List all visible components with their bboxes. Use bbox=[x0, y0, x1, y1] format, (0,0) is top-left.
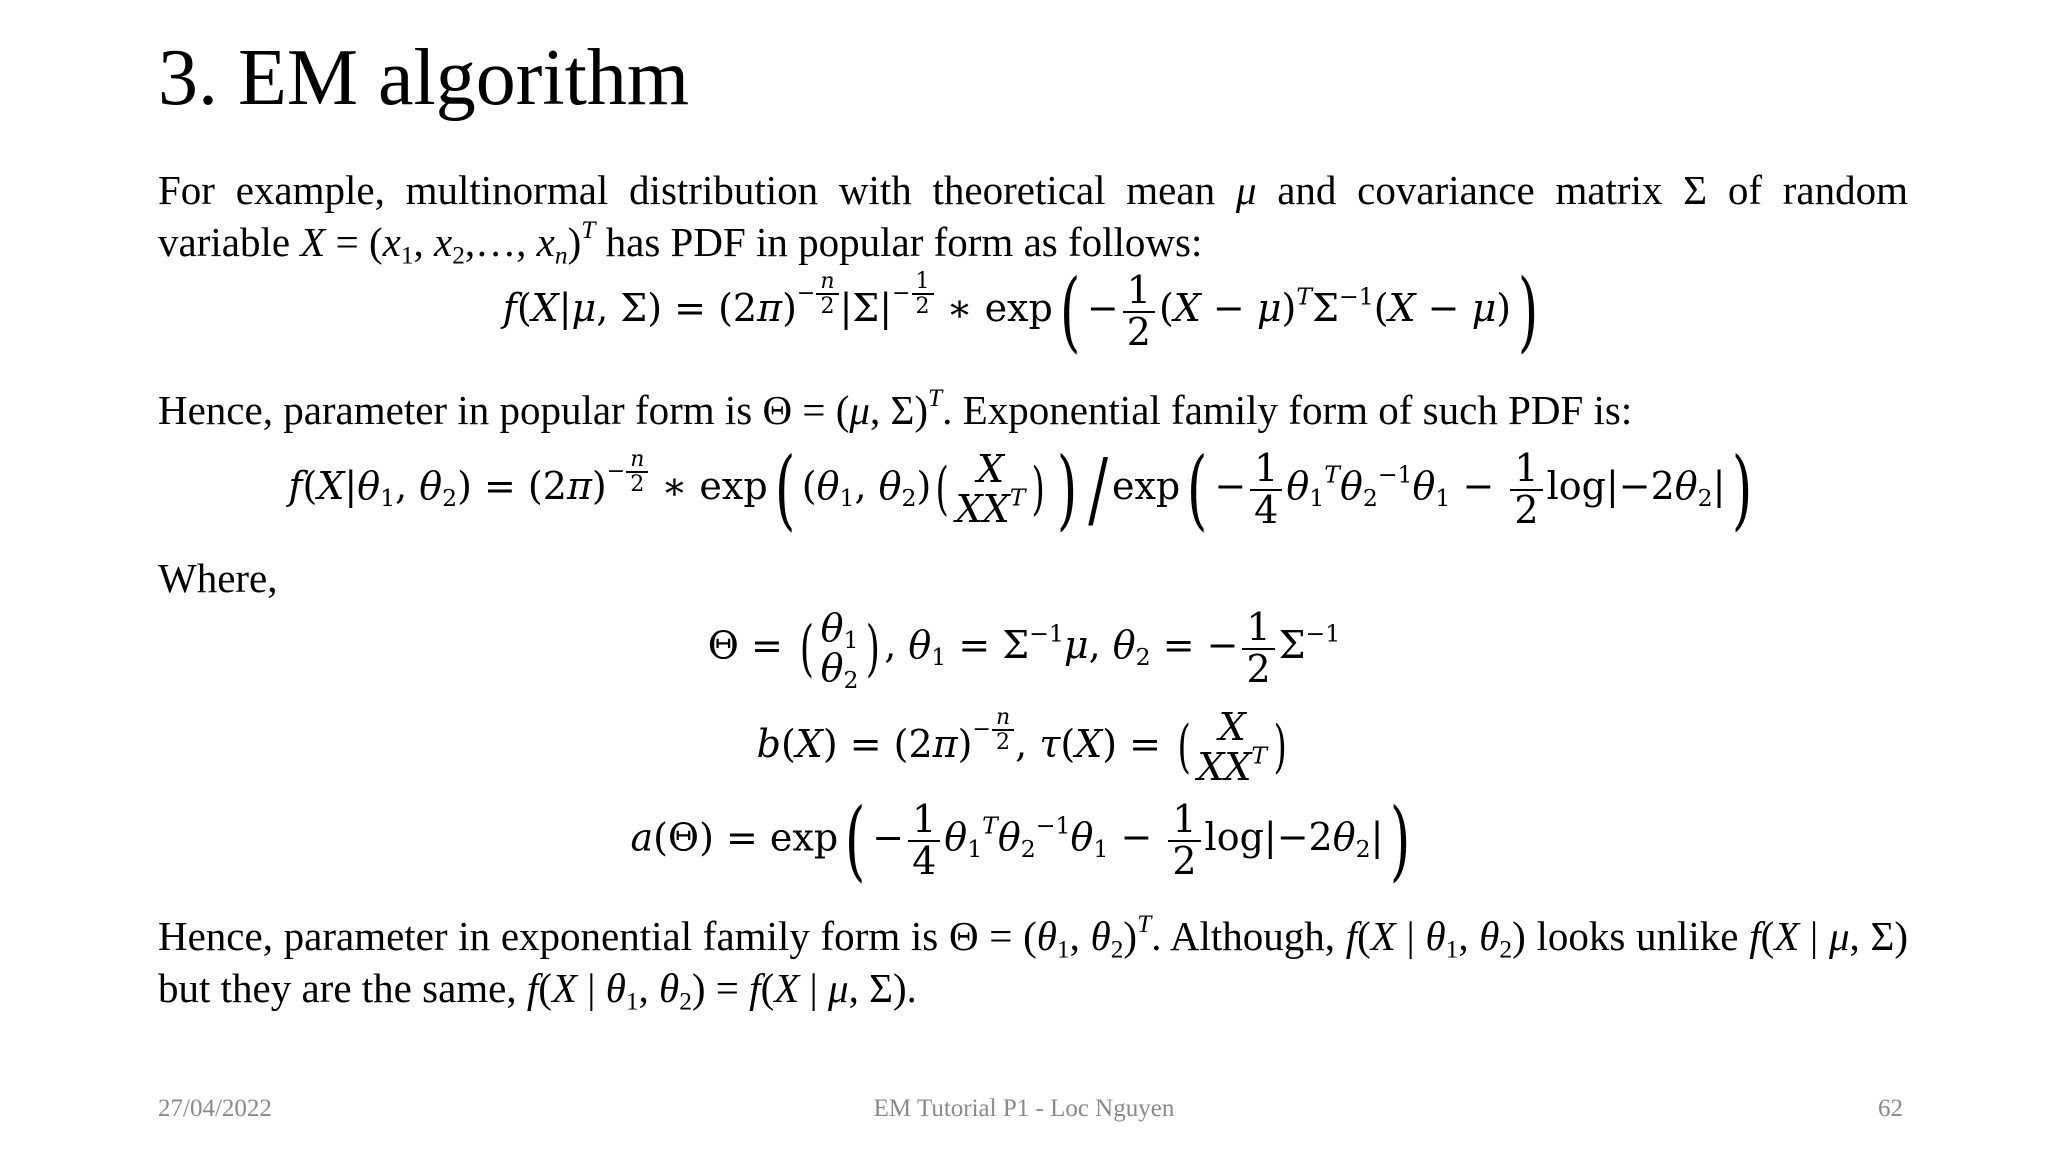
text-segment: ) bbox=[567, 219, 582, 265]
subscript: 2 bbox=[679, 987, 692, 1016]
math-symbol: f bbox=[749, 965, 761, 1011]
text-segment: ,…, bbox=[464, 219, 537, 265]
text-segment: | bbox=[1395, 913, 1426, 959]
text-segment: = ( bbox=[325, 219, 383, 265]
text-segment: Hence, parameter in exponential family form is Θ = ( bbox=[158, 913, 1037, 959]
subscript: 1 bbox=[1445, 935, 1459, 964]
exponent-neg-n-over-2: − $\frac{n}{2}$ bbox=[797, 270, 840, 318]
text-segment: , Σ) bbox=[870, 387, 929, 433]
slide-title: 3. EM algorithm bbox=[158, 34, 690, 122]
text-segment: , bbox=[638, 965, 660, 1011]
math-symbol: f bbox=[526, 965, 539, 1011]
equation-popular-pdf: f(X|μ, Σ) = (2π)− $\frac{n}{2}$ |Σ|− $\frac{1}{2}$ ∗ exp( − $\frac{1}{2}$ $(X - \mu)^T\Sigma^{-1}(X - \mu)$) bbox=[502, 259, 1539, 362]
text-segment: | bbox=[576, 965, 606, 1011]
math-symbol: x bbox=[536, 219, 555, 265]
text-segment: , bbox=[1069, 913, 1091, 959]
text-segment: , bbox=[413, 219, 435, 265]
exponent-neg-n-over-2: − $\frac{n}{2}$ bbox=[607, 448, 650, 496]
text-segment: ( bbox=[1357, 913, 1371, 959]
math-symbol: f bbox=[1345, 913, 1358, 959]
subscript: n bbox=[554, 241, 568, 270]
text-segment: For example, multinormal distribution with theoretical mean bbox=[158, 167, 1236, 213]
math-symbol: X bbox=[1370, 913, 1396, 959]
subscript: 2 bbox=[452, 241, 465, 270]
text-segment: , Σ). bbox=[848, 965, 917, 1011]
math-symbol: θ bbox=[1090, 913, 1111, 959]
subscript: 1 bbox=[1056, 935, 1070, 964]
text-segment: ( bbox=[760, 965, 775, 1011]
math-symbol: μ bbox=[849, 387, 870, 433]
math-symbol: μ bbox=[828, 965, 849, 1011]
math-symbol: X bbox=[551, 965, 577, 1011]
text-segment: | bbox=[1799, 913, 1829, 959]
text-segment: , bbox=[1458, 913, 1480, 959]
paragraph-intro bbox=[158, 164, 1908, 268]
equation-b-tau: b(X) = (2π)− $\frac{n}{2}$ , τ(X) = ( X $XX^T$ ) bbox=[756, 704, 1287, 789]
text-segment: Hence, parameter in popular form is Θ = ( bbox=[158, 387, 850, 433]
footer-title: EM Tutorial P1 - Loc Nguyen bbox=[873, 1095, 1175, 1122]
math-symbol: θ bbox=[605, 965, 626, 1011]
math-symbol: θ bbox=[659, 965, 680, 1011]
math-symbol: μ bbox=[1235, 167, 1257, 213]
math-symbol: μ bbox=[1828, 913, 1850, 959]
text-segment: ) looks unlike bbox=[1512, 913, 1750, 959]
eq-lhs: f(X|μ, Σ) = (2π) bbox=[502, 286, 797, 331]
subscript: 2 bbox=[1110, 935, 1124, 964]
footer-date: 27/04/2022 bbox=[158, 1095, 272, 1122]
math-symbol: f bbox=[1749, 913, 1761, 959]
equation-exponential-family-pdf: $f(X|\theta_1$, $\theta_2) = (2\pi)-$ $\frac{n}{2}$ ∗ exp( ($\theta_1$, $\theta_2$)( X $XX^T$ ) ) / exp( − $\frac{1}{4}$ $\theta_1^T\theta_2^{-1}\theta_1$ − $\frac{1}{2}$ $\log|-2\theta_2|$) bbox=[288, 437, 1753, 540]
math-symbol: X bbox=[300, 219, 326, 265]
superscript: T bbox=[581, 216, 596, 245]
math-symbol: θ bbox=[1479, 913, 1500, 959]
footer-page-number: 62 bbox=[1878, 1095, 1903, 1122]
math-symbol: x bbox=[434, 219, 453, 265]
math-symbol: X bbox=[1774, 913, 1800, 959]
text-segment: . Exponential family form of such PDF is: bbox=[942, 387, 1633, 433]
superscript: T bbox=[1137, 910, 1152, 939]
vector-x-xxt: X $XX^T$ bbox=[955, 446, 1026, 531]
subscript: 1 bbox=[400, 241, 414, 270]
exponent-neg-half: − $\frac{1}{2}$ bbox=[892, 270, 935, 318]
text-segment: ( bbox=[538, 965, 552, 1011]
paragraph-popular-parameter bbox=[158, 384, 1908, 436]
text-segment: | bbox=[799, 965, 828, 1011]
where-label: Where, bbox=[158, 555, 278, 601]
subscript: 2 bbox=[1499, 935, 1513, 964]
text-segment: ( bbox=[1760, 913, 1775, 959]
text-segment: ) bbox=[1123, 913, 1138, 959]
equation-a-theta: a(Θ) = exp( − $\frac{1}{4}$ $\theta_1^T\theta_2^{-1}\theta_1$ − $\frac{1}{2}$ $\log|-2\theta_2|$) bbox=[630, 788, 1411, 891]
superscript: T bbox=[928, 384, 943, 413]
paragraph-exponential-parameter bbox=[158, 910, 1908, 1014]
subscript: 1 bbox=[625, 987, 639, 1016]
fraction-half: $\frac{1}{2}$ bbox=[1123, 271, 1155, 353]
math-symbol: θ bbox=[1425, 913, 1446, 959]
text-segment: . Although, bbox=[1151, 913, 1346, 959]
math-symbol: X bbox=[774, 965, 800, 1011]
text-segment: ) = bbox=[691, 965, 750, 1011]
text-segment: and covariance matrix Σ of random variable bbox=[158, 167, 1909, 265]
text-segment: , Σ) but they are the same, bbox=[158, 913, 1908, 1011]
math-symbol: θ bbox=[1036, 913, 1057, 959]
text-segment: has PDF in popular form as follows: bbox=[595, 219, 1203, 265]
math-symbol: x bbox=[382, 219, 401, 265]
equation-theta-definition: Θ = ( $\theta_1$ $\theta_2$ ) , $\theta_1 = \Sigma^{-1}\mu$, $\theta_2$ = − $\frac{1}{2}$ $\Sigma^{-1}$ bbox=[707, 605, 1341, 694]
